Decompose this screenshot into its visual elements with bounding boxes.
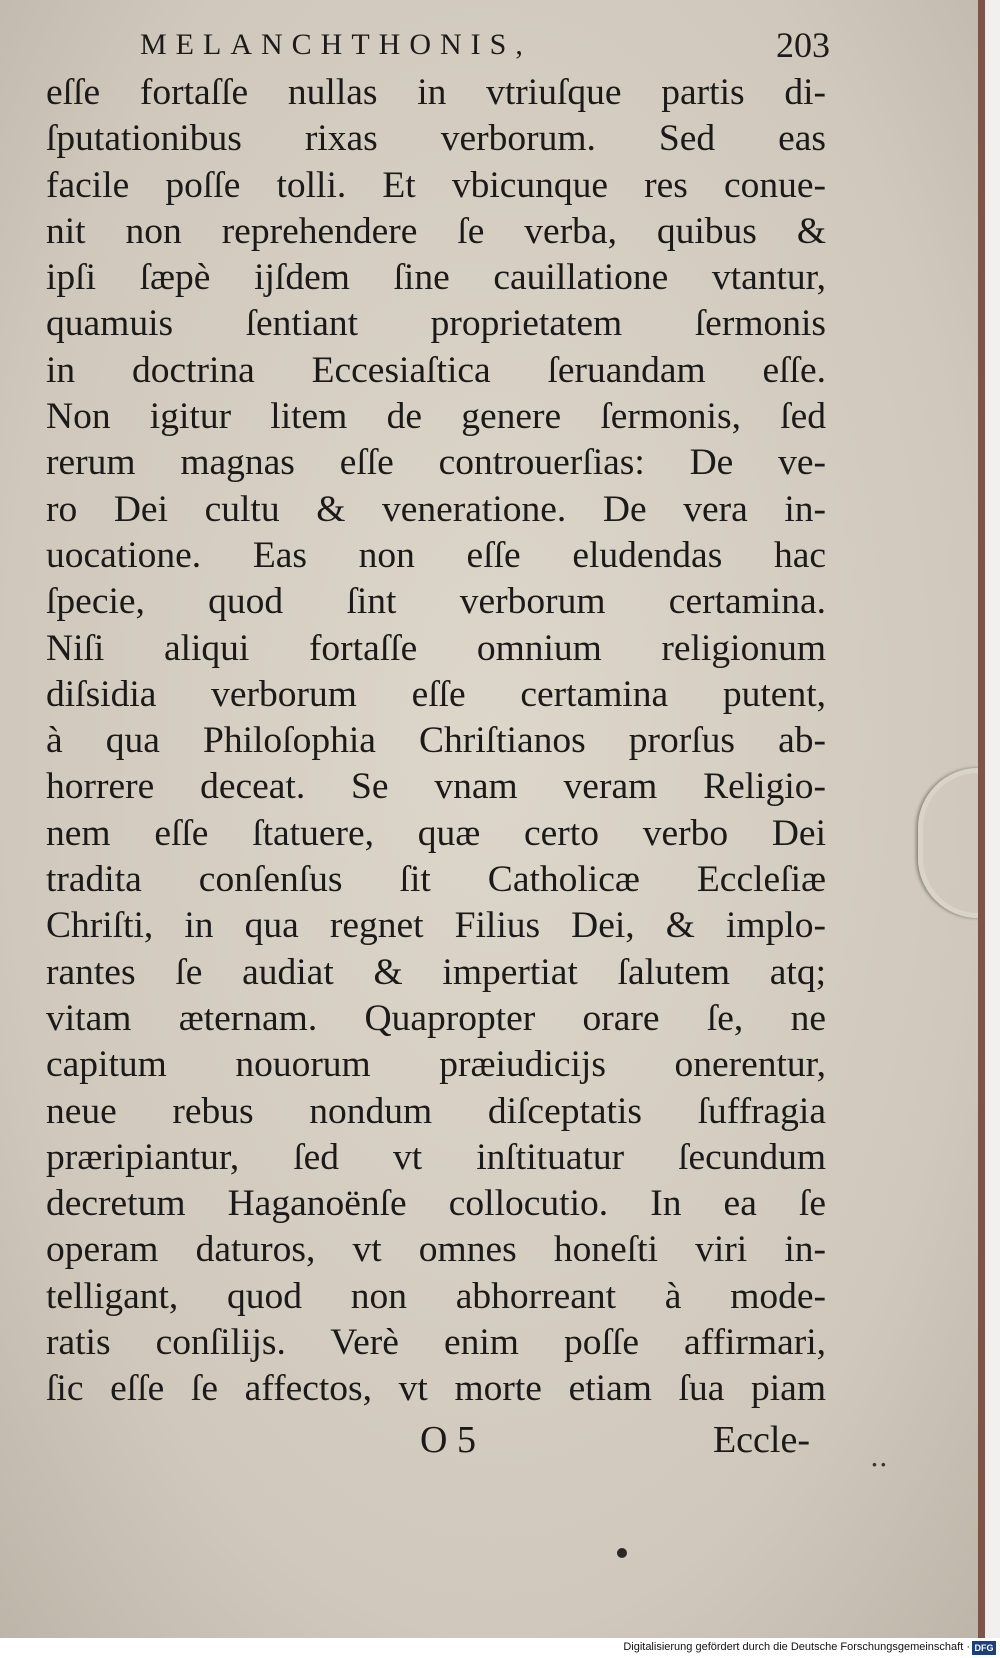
body-text — [46, 70, 826, 1413]
margin-mark: .. — [870, 1440, 888, 1473]
text-line: ratis conſilijs. Verè enim poſſe affirmari, — [46, 1322, 826, 1364]
text-line: Chriſti, in qua regnet Filius Dei, & implo- — [46, 905, 826, 947]
signature-mark: O 5 — [420, 1419, 476, 1461]
text-line: ſputationibus rixas verborum. Sed eas — [46, 118, 826, 160]
text-line: ſic eſſe ſe affectos, vt morte etiam ſua piam — [46, 1368, 826, 1410]
text-line: ſpecie, quod ſint verborum certamina. — [46, 581, 826, 623]
text-line: vitam æternam. Quapropter orare ſe, ne — [46, 997, 826, 1039]
text-line: uocatione. Eas non eſſe eludendas hac — [46, 534, 826, 576]
catchword: Eccle- — [712, 1419, 810, 1461]
text-line: rerum magnas eſſe controuerſias: De ve- — [46, 442, 826, 484]
text-line: telligant, quod non abhorreant à mode- — [46, 1275, 826, 1317]
text-line: diſsidia verborum eſſe certamina putent, — [46, 673, 826, 715]
text-line: operam daturos, vt omnes honeſti viri in- — [46, 1229, 826, 1271]
running-head: MELANCHTHONIS, — [140, 28, 532, 61]
text-line: quamuis ſentiant proprietatem ſermonis — [46, 303, 826, 345]
text-line: ro Dei cultu & veneratione. De vera in- — [46, 488, 826, 530]
binding-edge — [978, 0, 985, 1638]
scan-margin — [985, 0, 1000, 1638]
dfg-logo-icon: DFG — [972, 1641, 996, 1655]
text-line: Non igitur litem de genere ſermonis, ſed — [46, 396, 826, 438]
text-line: decretum Haganoënſe collocutio. In ea ſe — [46, 1183, 826, 1225]
text-line: tradita conſenſus ſit Catholicæ Eccleſiæ — [46, 859, 826, 901]
text-line: Niſi aliqui fortaſſe omnium religionum — [46, 627, 826, 669]
text-line: præripiantur, ſed vt inſtituatur ſecundum — [46, 1136, 826, 1178]
text-line: ipſi ſæpè ijſdem ſine cauillatione vtantur, — [46, 257, 826, 299]
page-header — [140, 25, 830, 68]
ink-dot — [617, 1548, 627, 1558]
text-line: in doctrina Eccesiaſtica ſeruandam eſſe. — [46, 349, 826, 391]
text-line: nem eſſe ſtatuere, quæ certo verbo Dei — [46, 812, 826, 854]
text-line: horrere deceat. Se vnam veram Religio- — [46, 766, 826, 808]
text-line: nit non reprehendere ſe verba, quibus & — [46, 210, 826, 252]
page-number: 203 — [776, 25, 830, 65]
text-line: neue rebus nondum diſceptatis ſuffragia — [46, 1090, 826, 1132]
text-line: facile poſſe tolli. Et vbicunque res conue- — [46, 164, 826, 206]
text-line: eſſe fortaſſe nullas in vtriuſque partis di- — [46, 72, 826, 113]
text-line: à qua Philoſophia Chriſtianos prorſus ab- — [46, 720, 826, 762]
text-line: rantes ſe audiat & impertiat ſalutem atq; — [46, 951, 826, 993]
digitization-credit: Digitalisierung gefördert durch die Deutsche Forschungsgemeinschaft · — [623, 1641, 970, 1653]
page-footer — [420, 1418, 810, 1468]
text-line: capitum nouorum præiudicijs onerentur, — [46, 1044, 826, 1086]
